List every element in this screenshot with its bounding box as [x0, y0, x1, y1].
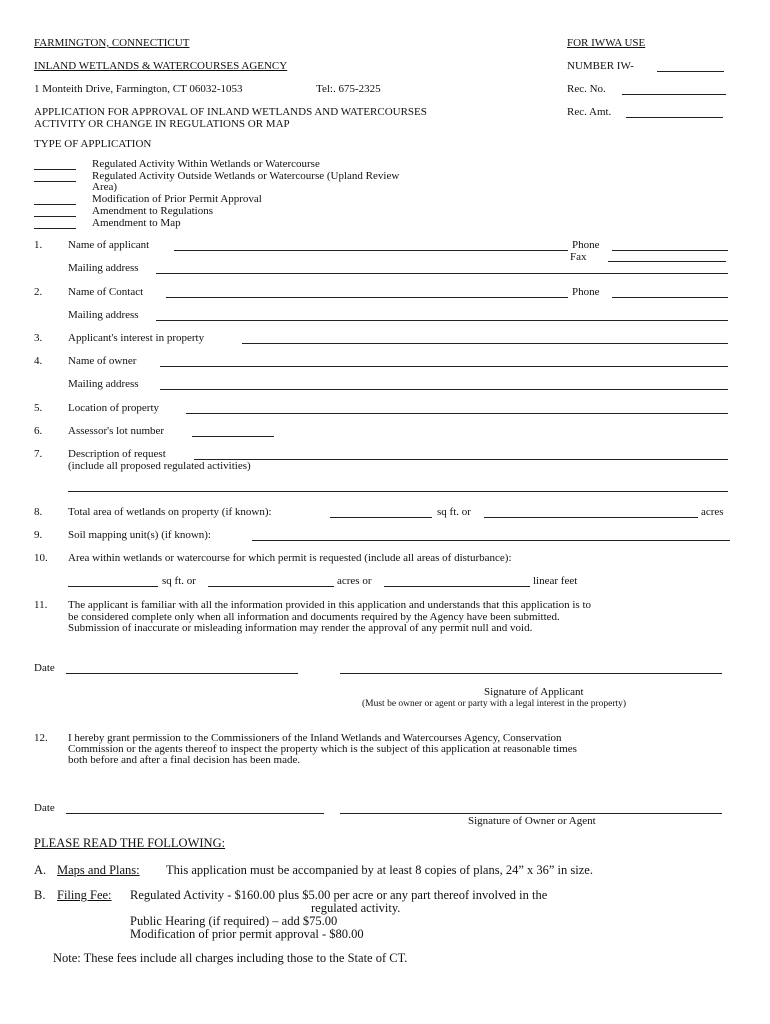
- item-4-number: 4.: [34, 355, 43, 367]
- permission-statement-line2: Commission or the agents thereof to inspect the property which is the subject of this application at reasonable times: [68, 743, 577, 755]
- permit-acres-field[interactable]: [208, 586, 334, 587]
- lot-number-field[interactable]: [192, 436, 274, 437]
- item-1-number: 1.: [34, 239, 43, 251]
- fee-regulated-activity-cont: regulated activity.: [311, 901, 401, 915]
- wetlands-sqft-or-label: sq ft. or: [437, 506, 471, 518]
- item-8-number: 8.: [34, 506, 43, 518]
- town-heading: FARMINGTON, CONNECTICUT: [34, 37, 190, 49]
- owner-date-label: Date: [34, 802, 55, 814]
- item-9-number: 9.: [34, 529, 43, 541]
- permission-statement-line3: both before and after a final decision has been made.: [68, 754, 301, 766]
- applicant-name-field[interactable]: [174, 250, 568, 251]
- contact-mailing-field[interactable]: [156, 320, 728, 321]
- wetlands-sqft-field[interactable]: [330, 517, 432, 518]
- applicant-date-field[interactable]: [66, 673, 298, 674]
- description-field-line-1[interactable]: [194, 459, 728, 460]
- property-location-label: Location of property: [68, 402, 160, 414]
- item-7-number: 7.: [34, 448, 43, 460]
- fee-public-hearing: Public Hearing (if required) – add $75.00: [130, 914, 338, 928]
- description-note: (include all proposed regulated activities): [68, 460, 251, 472]
- type-blank-1[interactable]: [34, 169, 76, 170]
- rec-amt-label: Rec. Amt.: [567, 106, 612, 118]
- type-blank-2[interactable]: [34, 181, 76, 182]
- owner-mailing-label: Mailing address: [68, 378, 139, 390]
- note-a-label: Maps and Plans:: [57, 863, 140, 877]
- item-12-number: 12.: [34, 732, 48, 744]
- permit-linear-feet-label: linear feet: [533, 575, 578, 587]
- note-a-prefix: A.: [34, 863, 47, 877]
- applicant-mailing-label: Mailing address: [68, 262, 139, 274]
- permit-sqft-field[interactable]: [68, 586, 158, 587]
- rec-no-field[interactable]: [622, 94, 726, 95]
- type-heading: TYPE OF APPLICATION: [34, 138, 152, 150]
- fees-note: Note: These fees include all charges including those to the State of CT.: [53, 951, 408, 965]
- permit-area-label: Area within wetlands or watercourse for which permit is requested (include all areas of disturbance):: [68, 552, 512, 564]
- number-label: NUMBER IW-: [567, 60, 634, 72]
- property-location-field[interactable]: [186, 413, 728, 414]
- applicant-date-label: Date: [34, 662, 55, 674]
- applicant-statement-line1: The applicant is familiar with all the information provided in this application and understands that this application is to: [68, 599, 591, 611]
- wetlands-acres-label: acres: [701, 506, 724, 518]
- wetlands-area-label: Total area of wetlands on property (if known):: [68, 506, 272, 518]
- type-option-4: Amendment to Regulations: [92, 205, 213, 217]
- applicant-interest-field[interactable]: [242, 343, 728, 344]
- item-2-number: 2.: [34, 286, 43, 298]
- owner-signature-field[interactable]: [340, 813, 722, 814]
- type-blank-4[interactable]: [34, 216, 76, 217]
- applicant-phone-label: Phone: [572, 239, 600, 251]
- contact-phone-label: Phone: [572, 286, 600, 298]
- applicant-fax-field[interactable]: [608, 261, 726, 262]
- agency-heading: INLAND WETLANDS & WATERCOURSES AGENCY: [34, 60, 288, 72]
- office-use-heading: FOR IWWA USE: [567, 37, 646, 49]
- description-field-line-2[interactable]: [68, 491, 728, 492]
- note-a-text: This application must be accompanied by at least 8 copies of plans, 24” x 36” in size.: [166, 863, 593, 877]
- form-title-line1: APPLICATION FOR APPROVAL OF INLAND WETLANDS AND WATERCOURSES: [34, 106, 427, 118]
- number-field[interactable]: [657, 71, 724, 72]
- applicant-statement-line3: Submission of inaccurate or misleading information may render the approval of any permit null and void.: [68, 622, 533, 634]
- wetlands-acres-field[interactable]: [484, 517, 698, 518]
- soil-mapping-field[interactable]: [252, 540, 730, 541]
- rec-amt-field[interactable]: [626, 117, 723, 118]
- applicant-phone-field[interactable]: [612, 250, 728, 251]
- item-6-number: 6.: [34, 425, 43, 437]
- type-option-5: Amendment to Map: [92, 217, 181, 229]
- applicant-signature-label: Signature of Applicant: [484, 686, 584, 698]
- item-3-number: 3.: [34, 332, 43, 344]
- type-blank-3[interactable]: [34, 204, 76, 205]
- form-title-line2: ACTIVITY OR CHANGE IN REGULATIONS OR MAP: [34, 118, 290, 130]
- notes-heading: PLEASE READ THE FOLLOWING:: [34, 836, 226, 850]
- contact-name-field[interactable]: [166, 297, 568, 298]
- contact-name-label: Name of Contact: [68, 286, 144, 298]
- permit-linear-feet-field[interactable]: [384, 586, 530, 587]
- item-5-number: 5.: [34, 402, 43, 414]
- agency-address: 1 Monteith Drive, Farmington, CT 06032-1053: [34, 83, 243, 95]
- fee-modification: Modification of prior permit approval - $80.00: [130, 927, 364, 941]
- applicant-mailing-field[interactable]: [156, 273, 728, 274]
- type-option-2: Regulated Activity Outside Wetlands or Watercourse (Upland Review: [92, 170, 400, 182]
- agency-phone: Tel:. 675-2325: [316, 83, 381, 95]
- contact-mailing-label: Mailing address: [68, 309, 139, 321]
- owner-mailing-field[interactable]: [160, 389, 728, 390]
- applicant-statement-line2: be considered complete only when all information and documents required by the Agency have been submitted.: [68, 611, 560, 623]
- owner-signature-label: Signature of Owner or Agent: [468, 815, 596, 827]
- permit-sqft-or-label: sq ft. or: [162, 575, 196, 587]
- description-label: Description of request: [68, 448, 166, 460]
- soil-mapping-label: Soil mapping unit(s) (if known):: [68, 529, 211, 541]
- note-b-prefix: B.: [34, 888, 46, 902]
- rec-no-label: Rec. No.: [567, 83, 606, 95]
- type-option-2-cont: Area): [92, 181, 118, 193]
- applicant-signature-field[interactable]: [340, 673, 722, 674]
- item-11-number: 11.: [34, 599, 48, 611]
- type-option-3: Modification of Prior Permit Approval: [92, 193, 262, 205]
- permit-acres-or-label: acres or: [337, 575, 372, 587]
- applicant-name-label: Name of applicant: [68, 239, 150, 251]
- type-option-1: Regulated Activity Within Wetlands or Watercourse: [92, 158, 320, 170]
- contact-phone-field[interactable]: [612, 297, 728, 298]
- owner-name-field[interactable]: [160, 366, 728, 367]
- owner-date-field[interactable]: [66, 813, 324, 814]
- note-b-label: Filing Fee:: [57, 888, 112, 902]
- lot-number-label: Assessor's lot number: [68, 425, 165, 437]
- type-blank-5[interactable]: [34, 228, 76, 229]
- item-10-number: 10.: [34, 552, 48, 564]
- fee-regulated-activity: Regulated Activity - $160.00 plus $5.00 per acre or any part thereof involved in the: [130, 888, 548, 902]
- applicant-interest-label: Applicant's interest in property: [68, 332, 205, 344]
- applicant-signature-note: (Must be owner or agent or party with a legal interest in the property): [362, 699, 627, 709]
- owner-name-label: Name of owner: [68, 355, 137, 367]
- applicant-fax-label: Fax: [570, 251, 587, 263]
- permission-statement-line1: I hereby grant permission to the Commissioners of the Inland Wetlands and Watercourses Agency, Conservation: [68, 732, 562, 744]
